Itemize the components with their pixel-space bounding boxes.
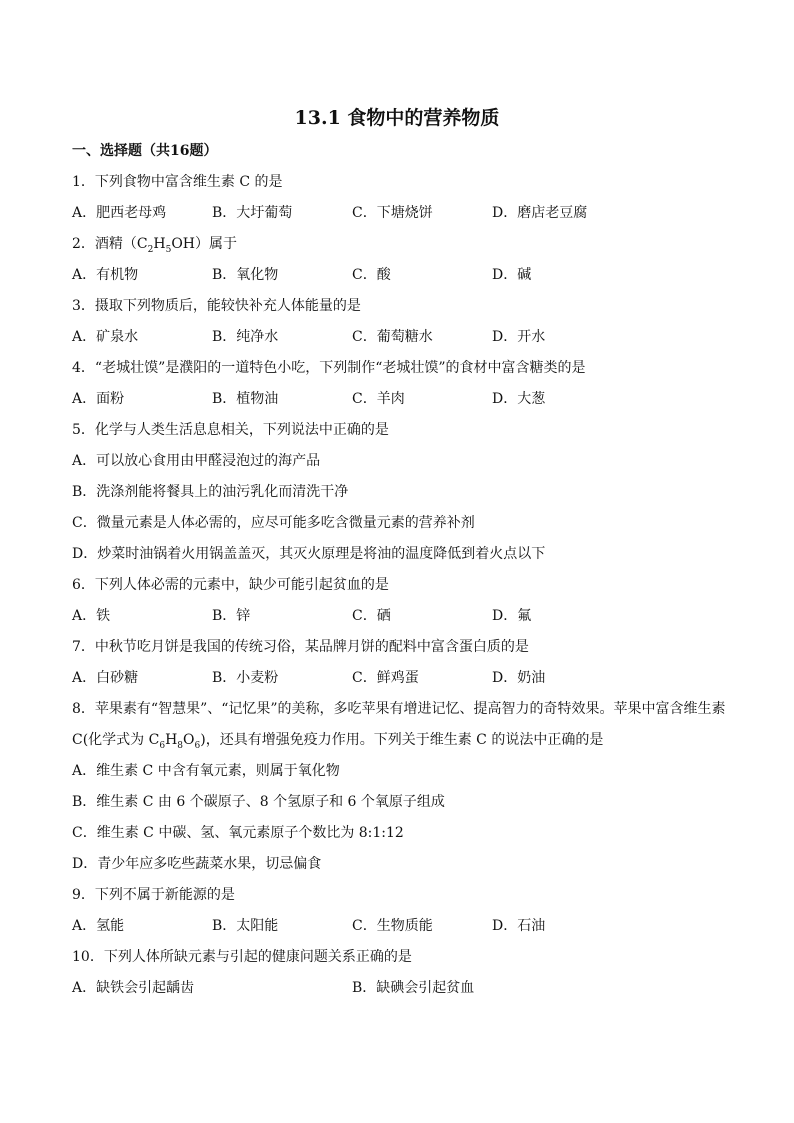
option-b: B．植物油	[212, 391, 279, 407]
option-row	[72, 198, 722, 229]
option-b: B．锌	[212, 608, 251, 624]
option-d: D．磨店老豆腐	[492, 205, 588, 221]
option-a: A．白砂糖	[72, 670, 139, 686]
option-b: B．氧化物	[212, 267, 279, 283]
question-stem: 5．化学与人类生活息息相关，下列说法中正确的是	[72, 422, 389, 438]
option-c: C．硒	[352, 608, 391, 624]
question-stem: 10．下列人体所缺元素与引起的健康问题关系正确的是	[72, 949, 412, 965]
option-d: D．炒菜时油锅着火用锅盖盖灭，其灭火原理是将油的温度降低到着火点以下	[72, 546, 546, 562]
document-page	[72, 102, 726, 1004]
question-stem: 3．摄取下列物质后，能较快补充人体能量的是	[72, 298, 361, 314]
option-b: B．太阳能	[212, 918, 279, 934]
question-stem: 2．酒精$(C_2H_5OH)$属于	[72, 236, 237, 255]
option-b: B．维生素 C 由 6 个碳原子、8 个氢原子和 6 个氧原子组成	[72, 794, 445, 810]
option-row	[72, 663, 722, 694]
option-b: B．大圩葡萄	[212, 205, 293, 221]
question-stem: 4．“老城壮馍”是濮阳的一道特色小吃，下列制作“老城壮馍”的食材中富含糖类的是	[72, 360, 586, 376]
option-d: D．奶油	[492, 670, 546, 686]
question-stem: 9．下列不属于新能源的是	[72, 887, 235, 903]
question-stem-continued: C(化学式为 $C_6H_8O_6$)，还具有增强免疫力作用。下列关于维生素 C 的说法中正确的是	[72, 732, 604, 751]
question-stem: 7．中秋节吃月饼是我国的传统习俗，某品牌月饼的配料中富含蛋白质的是	[72, 639, 529, 655]
option-a: A．可以放心食用由甲醛浸泡过的海产品	[72, 453, 321, 469]
option-c: C．微量元素是人体必需的，应尽可能多吃含微量元素的营养补剂	[72, 515, 475, 531]
option-a: A．缺铁会引起龋齿	[72, 980, 195, 996]
page-title: 13.1 食物中的营养物质	[294, 107, 500, 129]
option-a: A．有机物	[72, 267, 139, 283]
question-stem: 6．下列人体必需的元素中，缺少可能引起贫血的是	[72, 577, 389, 593]
option-d: D．石油	[492, 918, 546, 934]
option-c: C．葡萄糖水	[352, 329, 433, 345]
option-c: C．羊肉	[352, 391, 405, 407]
option-row	[72, 322, 722, 353]
option-d: D．青少年应多吃些蔬菜水果，切忌偏食	[72, 856, 322, 872]
question-stem: 8．苹果素有“智慧果”、“记忆果”的美称，多吃苹果有增进记忆、提高智力的奇特效果。苹果中富含维生素	[72, 701, 726, 717]
section-heading: 一、选择题（共16题）	[72, 143, 218, 159]
option-a: A．铁	[72, 608, 111, 624]
option-a: A．肥西老母鸡	[72, 205, 167, 221]
option-row	[72, 384, 722, 415]
option-d: D．开水	[492, 329, 546, 345]
option-c: C．鲜鸡蛋	[352, 670, 419, 686]
question-stem: 1．下列食物中富含维生素 C 的是	[72, 174, 283, 190]
option-row	[72, 911, 722, 942]
option-b: B．小麦粉	[212, 670, 279, 686]
option-row	[72, 260, 722, 291]
option-d: D．大葱	[492, 391, 546, 407]
option-d: D．碱	[492, 267, 532, 283]
option-c: C．维生素 C 中碳、氢、氧元素原子个数比为 8:1:12	[72, 825, 404, 841]
option-c: C．酸	[352, 267, 391, 283]
option-a: A．维生素 C 中含有氧元素，则属于氧化物	[72, 763, 340, 779]
option-c: C．生物质能	[352, 918, 433, 934]
option-a: A．面粉	[72, 391, 125, 407]
option-b: B．洗涤剂能将餐具上的油污乳化而清洗干净	[72, 484, 349, 500]
option-b: B．缺碘会引起贫血	[352, 980, 475, 996]
option-a: A．矿泉水	[72, 329, 139, 345]
option-row	[72, 973, 722, 1004]
option-row	[72, 601, 722, 632]
option-d: D．氟	[492, 608, 532, 624]
option-c: C．下塘烧饼	[352, 205, 433, 221]
option-a: A．氢能	[72, 918, 125, 934]
option-b: B．纯净水	[212, 329, 279, 345]
